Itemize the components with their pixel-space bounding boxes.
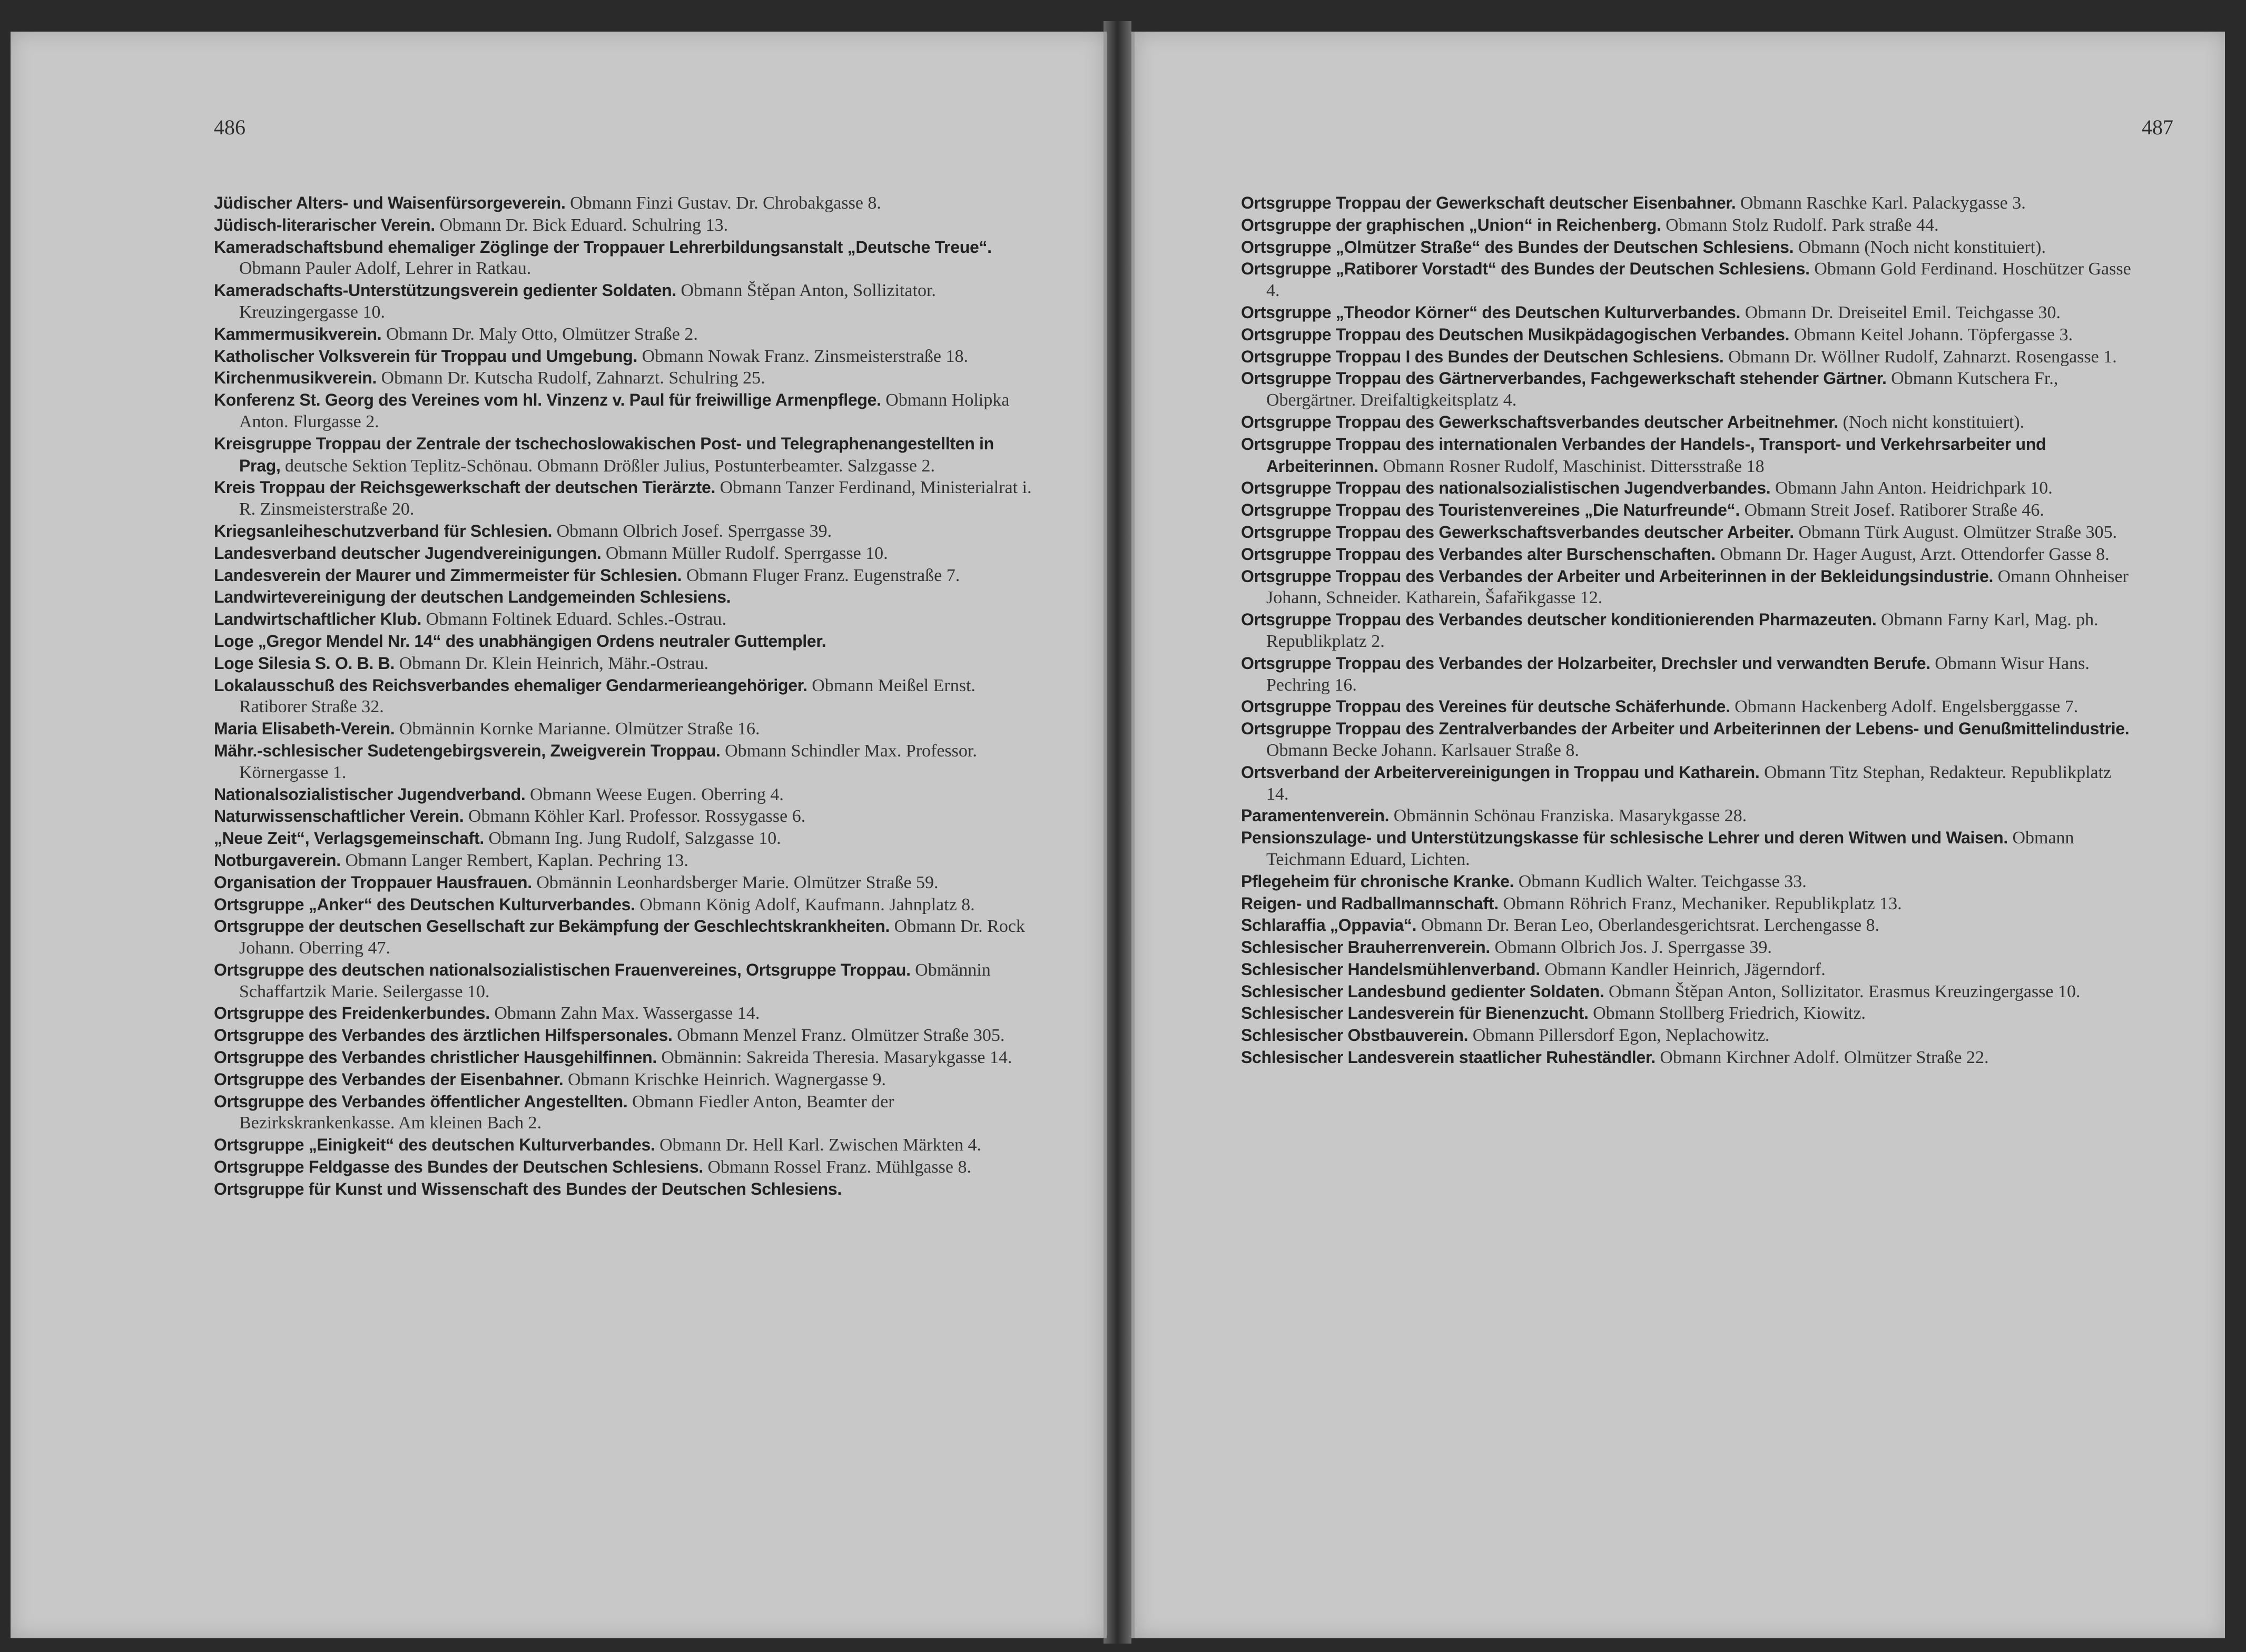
directory-entry xyxy=(1241,522,2131,544)
entry-details: Obmann Fiedler Anton, Beamter der Bezirkskrankenkasse. Am kleinen Bach 2. xyxy=(239,1092,894,1133)
entry-name: Landwirtevereinigung der deutschen Landgemeinden Schlesiens. xyxy=(214,587,731,607)
directory-entry xyxy=(1241,981,2131,1003)
entry-details: Obmann Raschke Karl. Palackygasse 3. xyxy=(1736,193,2026,213)
directory-entry xyxy=(1241,893,2131,915)
entry-name: Ortsgruppe Troppau des Vereines für deutsche Schäferhunde. xyxy=(1241,697,1730,716)
directory-entry xyxy=(1241,1002,2131,1025)
entry-details: Obmann Dr. Maly Otto, Olmützer Straße 2. xyxy=(381,324,698,344)
entry-details: Obmann Türk August. Olmützer Straße 305. xyxy=(1794,522,2117,542)
directory-entry xyxy=(214,389,1036,433)
directory-entry xyxy=(1241,653,2131,696)
entry-details: Obmann Titz Stephan, Redakteur. Republikplatz 14. xyxy=(1266,762,2112,804)
directory-entry xyxy=(1241,499,2131,522)
entry-name: Katholischer Volksverein für Troppau und Umgebung. xyxy=(214,346,638,366)
directory-entry xyxy=(214,1002,1036,1025)
directory-entry xyxy=(214,894,1036,916)
entry-name: Kammermusikverein. xyxy=(214,324,382,343)
entry-name: Ortsgruppe „Theodor Körner“ des Deutschen Kulturverbandes. xyxy=(1241,302,1741,322)
directory-entry xyxy=(1241,346,2131,368)
entry-name: Ortsgruppe des Verbandes öffentlicher Angestellten. xyxy=(214,1092,628,1111)
entry-details: Obmännin Schaffartzik Marie. Seilergasse 10. xyxy=(239,960,991,1001)
directory-entry xyxy=(214,520,1036,543)
entry-name: Schlesischer Landesverein für Bienenzucht. xyxy=(1241,1004,1589,1023)
directory-entry xyxy=(214,1156,1036,1178)
directory-entry xyxy=(1241,871,2131,893)
entry-name: Lokalausschuß des Reichsverbandes ehemaliger Gendarmerieangehöriger. xyxy=(214,675,807,695)
entry-details: Obmännin Kornke Marianne. Olmützer Straße 16. xyxy=(395,719,760,739)
entry-details: Obmann Fluger Franz. Eugenstraße 7. xyxy=(682,565,960,585)
directory-entry xyxy=(214,1025,1036,1047)
directory-entry xyxy=(214,237,1036,280)
entry-name: Schlesischer Handelsmühlenverband. xyxy=(1241,959,1540,979)
entry-name: Loge „Gregor Mendel Nr. 14“ des unabhängigen Ordens neutraler Guttempler. xyxy=(214,631,826,651)
entry-name: Kreis Troppau der Reichsgewerkschaft der deutschen Tierärzte. xyxy=(214,478,716,497)
directory-entry xyxy=(1241,959,2131,981)
entry-details: Obmann Dr. Hell Karl. Zwischen Märkten 4. xyxy=(655,1135,982,1155)
directory-entry xyxy=(214,850,1036,872)
directory-entry xyxy=(214,433,1036,477)
entry-details: Obmann Streit Josef. Ratiborer Straße 46. xyxy=(1739,500,2044,520)
entry-name: Ortsgruppe für Kunst und Wissenschaft des Bundes der Deutschen Schlesiens. xyxy=(214,1179,842,1198)
entry-name: „Neue Zeit“, Verlagsgemeinschaft. xyxy=(214,829,484,848)
entry-details: Obmann Pauler Adolf, Lehrer in Ratkau. xyxy=(239,259,531,279)
directory-entry xyxy=(214,543,1036,565)
directory-entry xyxy=(214,959,1036,1003)
entry-details: Obmännin Leonhardsberger Marie. Olmützer Straße 59. xyxy=(531,872,939,892)
entry-name: Landesverband deutscher Jugendvereinigungen. xyxy=(214,543,602,563)
entry-name: Ortsgruppe „Anker“ des Deutschen Kulturverbandes. xyxy=(214,894,635,914)
entry-details: Obmann Kutschera Fr., Obergärtner. Dreifaltigkeitsplatz 4. xyxy=(1266,369,2058,410)
entry-name: Ortsgruppe „Ratiborer Vorstadt“ des Bundes der Deutschen Schlesiens. xyxy=(1241,259,1810,279)
entry-name: Nationalsozialistischer Jugendverband. xyxy=(214,784,526,804)
entry-details: Obmann König Adolf, Kaufmann. Jahnplatz 8. xyxy=(635,894,975,914)
directory-entry xyxy=(214,718,1036,740)
entry-name: Konferenz St. Georg des Vereines vom hl. Vinzenz v. Paul für freiwillige Armenpflege. xyxy=(214,390,881,410)
entry-name: Jüdischer Alters- und Waisenfürsorgeverein. xyxy=(214,193,566,212)
entry-name: Ortsgruppe „Olmützer Straße“ des Bundes der Deutschen Schlesiens. xyxy=(1241,237,1794,257)
entry-name: Schlesischer Brauherrenverein. xyxy=(1241,938,1491,957)
entry-details: Obmann Tanzer Ferdinand, Ministerialrat i. R. Zinsmeisterstraße 20. xyxy=(239,478,1032,519)
entry-details: Obmann Stollberg Friedrich, Kiowitz. xyxy=(1588,1004,1866,1024)
directory-entry xyxy=(214,653,1036,675)
entry-details: Obmann Hackenberg Adolf. Engelsberggasse 7. xyxy=(1730,697,2078,717)
entry-name: Reigen- und Radballmannschaft. xyxy=(1241,893,1499,913)
entry-details: Omann Ohnheiser Johann, Schneider. Katharein, Šafařikgasse 12. xyxy=(1266,566,2129,608)
directory-entry xyxy=(1241,192,2131,214)
directory-entry xyxy=(214,1178,1036,1201)
entry-details: Obmann Schindler Max. Professor. Körnergasse 1. xyxy=(239,741,977,782)
entry-details: Obmann Keitel Johann. Töpfergasse 3. xyxy=(1789,324,2073,345)
entry-name: Ortsgruppe des deutschen nationalsozialistischen Frauenvereines, Ortsgruppe Troppau. xyxy=(214,960,911,979)
entry-details: Obmann Štěpan Anton, Sollizitator. Kreuzingergasse 10. xyxy=(239,281,936,322)
entry-details: Obmann Müller Rudolf. Sperrgasse 10. xyxy=(601,543,888,563)
entry-name: Ortsgruppe Troppau der Gewerkschaft deutscher Eisenbahner. xyxy=(1241,193,1736,212)
directory-entry xyxy=(1241,477,2131,499)
entry-details: Obmann Kudlich Walter. Teichgasse 33. xyxy=(1514,871,1807,891)
entry-name: Ortsgruppe Troppau I des Bundes der Deutschen Schlesiens. xyxy=(1241,347,1724,366)
directory-entry xyxy=(1241,258,2131,302)
book-gutter xyxy=(1104,21,1131,1644)
entry-name: Loge Silesia S. O. B. B. xyxy=(214,653,395,673)
directory-entry xyxy=(1241,544,2131,566)
entry-name: Schlesischer Obstbauverein. xyxy=(1241,1026,1469,1045)
entry-details: Obmann Röhrich Franz, Mechaniker. Republikplatz 13. xyxy=(1498,893,1902,913)
entry-name: Ortsgruppe des Verbandes des ärztlichen Hilfspersonales. xyxy=(214,1026,673,1045)
directory-entry xyxy=(214,586,1036,608)
directory-entry xyxy=(1241,214,2131,237)
entry-name: Landwirtschaftlicher Klub. xyxy=(214,609,422,629)
entry-name: Schlesischer Landesbund gedienter Soldaten. xyxy=(1241,981,1604,1001)
entry-name: Ortsgruppe Troppau des Verbandes alter Burschenschaften. xyxy=(1241,544,1716,564)
directory-entry xyxy=(1241,1025,2131,1047)
directory-entry xyxy=(214,784,1036,806)
entry-name: Ortsgruppe Troppau des Verbandes der Arbeiter und Arbeiterinnen in der Bekleidungsindustrie. xyxy=(1241,566,1994,586)
directory-entry xyxy=(214,872,1036,894)
entry-details: deutsche Sektion Teplitz-Schönau. Obmann Drößler Julius, Postunterbeamter. Salzgasse 2. xyxy=(280,456,935,476)
entry-name: Ortsgruppe Troppau des Gewerkschaftsverbandes deutscher Arbeitnehmer. xyxy=(1241,412,1839,431)
entry-details: Obmann Dr. Klein Heinrich, Mähr.-Ostrau. xyxy=(395,653,708,673)
right-page xyxy=(1131,32,2225,1638)
right-entry-list xyxy=(1241,192,2131,1069)
directory-entry xyxy=(1241,827,2131,871)
entry-name: Ortsgruppe Feldgasse des Bundes der Deutschen Schlesiens. xyxy=(214,1157,703,1177)
entry-details: Obmann Langer Rembert, Kaplan. Pechring 13. xyxy=(340,850,688,870)
entry-details: Obmann Dr. Wöllner Rudolf, Zahnarzt. Rosengasse 1. xyxy=(1723,347,2117,367)
directory-entry xyxy=(214,192,1036,214)
entry-details: Obmann Olbrich Josef. Sperrgasse 39. xyxy=(552,521,832,541)
directory-entry xyxy=(1241,805,2131,827)
entry-name: Kreisgruppe Troppau der Zentrale der tschechoslowakischen Post- und Telegraphenangestellten in Prag, xyxy=(214,434,994,475)
directory-entry xyxy=(214,740,1036,784)
entry-details: Obmann Nowak Franz. Zinsmeisterstraße 18. xyxy=(637,346,968,366)
directory-entry xyxy=(214,608,1036,631)
entry-name: Kameradschaftsbund ehemaliger Zöglinge der Troppauer Lehrerbildungsanstalt „Deutsche Treue“. xyxy=(214,237,992,257)
directory-entry xyxy=(214,675,1036,719)
entry-details: Obmann Pillersdorf Egon, Neplachowitz. xyxy=(1468,1026,1770,1046)
entry-name: Jüdisch-literarischer Verein. xyxy=(214,215,435,234)
entry-details: Obmann Jahn Anton. Heidrichpark 10. xyxy=(1770,478,2053,498)
directory-entry xyxy=(214,1047,1036,1069)
directory-entry xyxy=(1241,914,2131,937)
directory-entry xyxy=(1241,718,2131,762)
entry-name: Ortsgruppe des Verbandes der Eisenbahner. xyxy=(214,1069,564,1089)
directory-entry xyxy=(1241,302,2131,324)
entry-name: Maria Elisabeth-Verein. xyxy=(214,719,395,739)
entry-details: Obmann Menzel Franz. Olmützer Straße 305. xyxy=(672,1026,1005,1046)
entry-details: Obmann (Noch nicht konstituiert). xyxy=(1794,237,2046,257)
left-page-number: 486 xyxy=(214,115,245,139)
entry-name: Ortsverband der Arbeitervereinigungen in Troppau und Katharein. xyxy=(1241,762,1760,782)
entry-name: Ortsgruppe Troppau des Verbandes der Holzarbeiter, Drechsler und verwandten Berufe. xyxy=(1241,653,1930,673)
entry-details: Obmann Dr. Bick Eduard. Schulring 13. xyxy=(435,215,728,235)
directory-entry xyxy=(1241,411,2131,434)
entry-details: Obmann Stolz Rudolf. Park straße 44. xyxy=(1661,215,1939,235)
entry-name: Kirchenmusikverein. xyxy=(214,368,377,388)
entry-details: Obmann Dr. Dreiseitel Emil. Teichgasse 30. xyxy=(1740,302,2061,322)
left-page xyxy=(11,32,1107,1638)
entry-details: Obmann Wisur Hans. Pechring 16. xyxy=(1266,653,2090,695)
entry-name: Ortsgruppe Troppau des nationalsozialistischen Jugendverbandes. xyxy=(1241,478,1771,498)
directory-entry xyxy=(1241,762,2131,805)
entry-name: Notburgaverein. xyxy=(214,850,341,870)
entry-details: (Noch nicht konstituiert). xyxy=(1838,412,2025,432)
entry-name: Ortsgruppe Troppau des Touristenvereines „Die Naturfreunde“. xyxy=(1241,500,1740,520)
directory-entry xyxy=(1241,566,2131,609)
entry-name: Mähr.-schlesischer Sudetengebirgsverein, Zweigverein Troppau. xyxy=(214,741,721,760)
entry-name: Kriegsanleiheschutzverband für Schlesien. xyxy=(214,521,553,540)
entry-name: Ortsgruppe Troppau des Verbandes deutscher konditionierenden Pharmazeuten. xyxy=(1241,610,1877,630)
entry-details: Obmann Rossel Franz. Mühlgasse 8. xyxy=(703,1157,971,1177)
entry-details: Obmann Kandler Heinrich, Jägerndorf. xyxy=(1540,959,1826,979)
entry-details: Obmännin Schönau Franziska. Masarykgasse 28. xyxy=(1389,806,1747,826)
entry-details: Obmann Weese Eugen. Oberring 4. xyxy=(525,784,784,804)
directory-entry xyxy=(1241,237,2131,259)
entry-details: Obmann Meißel Ernst. Ratiborer Straße 32. xyxy=(239,675,976,717)
entry-name: Ortsgruppe der deutschen Gesellschaft zur Bekämpfung der Geschlechtskrankheiten. xyxy=(214,917,890,936)
directory-entry xyxy=(214,214,1036,237)
entry-details: Obmann Becke Johann. Karlsauer Straße 8. xyxy=(1266,740,1579,760)
entry-details: Obmann Teichmann Eduard, Lichten. xyxy=(1266,828,2074,869)
directory-entry xyxy=(214,1069,1036,1091)
directory-entry xyxy=(214,1134,1036,1156)
entry-name: Ortsgruppe Troppau des Deutschen Musikpädagogischen Verbandes. xyxy=(1241,324,1790,344)
entry-name: Ortsgruppe Troppau des Gewerkschaftsverbandes deutscher Arbeiter. xyxy=(1241,522,1794,542)
entry-details: Obmann Zahn Max. Wassergasse 14. xyxy=(489,1004,760,1024)
entry-details: Obmann Foltinek Eduard. Schles.-Ostrau. xyxy=(421,609,726,630)
entry-name: Pflegeheim für chronische Kranke. xyxy=(1241,871,1514,891)
entry-details: Obmann Köhler Karl. Professor. Rossygasse 6. xyxy=(464,807,806,827)
directory-entry xyxy=(1241,324,2131,346)
entry-details: Obmann Dr. Kutscha Rudolf, Zahnarzt. Schulring 25. xyxy=(377,368,765,388)
entry-name: Ortsgruppe Troppau des Zentralverbandes der Arbeiter und Arbeiterinnen der Lebens- und Genußmittelindustrie. xyxy=(1241,719,2130,739)
directory-entry xyxy=(214,916,1036,959)
entry-details: Obmann Farny Karl, Mag. ph. Republikplatz 2. xyxy=(1266,610,2099,651)
entry-name: Pensionszulage- und Unterstützungskasse für schlesische Lehrer und deren Witwen und Waisen. xyxy=(1241,828,2008,848)
directory-entry xyxy=(214,631,1036,653)
entry-name: Ortsgruppe der graphischen „Union“ in Reichenberg. xyxy=(1241,215,1661,234)
directory-entry xyxy=(214,346,1036,368)
entry-details: Obmann Ing. Jung Rudolf, Salzgasse 10. xyxy=(484,829,781,849)
entry-name: Ortsgruppe Troppau des internationalen Verbandes der Handels-, Transport- und Verkehrsarbeiter und Arbeiterinnen. xyxy=(1241,434,2046,476)
entry-details: Obmann Dr. Hager August, Arzt. Ottendorfer Gasse 8. xyxy=(1715,544,2110,564)
directory-entry xyxy=(214,565,1036,587)
directory-entry xyxy=(1241,696,2131,718)
directory-entry xyxy=(214,280,1036,323)
entry-name: Ortsgruppe „Einigkeit“ des deutschen Kulturverbandes. xyxy=(214,1135,655,1155)
entry-details: Obmann Krischke Heinrich. Wagnergasse 9. xyxy=(563,1069,886,1089)
directory-entry xyxy=(1241,434,2131,478)
entry-name: Landesverein der Maurer und Zimmermeister für Schlesien. xyxy=(214,565,682,585)
right-page-number: 487 xyxy=(2142,115,2173,139)
entry-details: Obmann Štěpan Anton, Sollizitator. Erasmus Kreuzingergasse 10. xyxy=(1604,981,2081,1001)
directory-entry xyxy=(1241,1047,2131,1069)
entry-name: Naturwissenschaftlicher Verein. xyxy=(214,807,464,826)
entry-details: Obmann Dr. Beran Leo, Oberlandesgerichtsrat. Lerchengasse 8. xyxy=(1416,916,1880,936)
entry-name: Kameradschafts-Unterstützungsverein gedienter Soldaten. xyxy=(214,281,676,300)
entry-details: Obmännin: Sakreida Theresia. Masarykgasse 14. xyxy=(656,1048,1012,1068)
entry-details: Obmann Rosner Rudolf, Maschinist. Dittersstraße 18 xyxy=(1378,456,1765,476)
entry-details: Obmann Dr. Rock Johann. Oberring 47. xyxy=(239,917,1025,958)
entry-name: Ortsgruppe des Freidenkerbundes. xyxy=(214,1004,490,1023)
entry-name: Schlesischer Landesverein staatlicher Ruheständler. xyxy=(1241,1048,1656,1067)
directory-entry xyxy=(1241,609,2131,653)
directory-entry xyxy=(214,828,1036,850)
entry-name: Organisation der Troppauer Hausfrauen. xyxy=(214,872,532,892)
directory-entry xyxy=(214,1091,1036,1135)
entry-details: Obmann Olbrich Jos. J. Sperrgasse 39. xyxy=(1490,938,1772,958)
directory-entry xyxy=(214,367,1036,389)
entry-details: Obmann Finzi Gustav. Dr. Chrobakgasse 8. xyxy=(565,193,881,213)
directory-entry xyxy=(1241,937,2131,959)
directory-entry xyxy=(1241,368,2131,411)
entry-details: Obmann Kirchner Adolf. Olmützer Straße 22. xyxy=(1655,1048,1989,1068)
left-entry-list xyxy=(214,192,1036,1201)
directory-entry xyxy=(214,805,1036,828)
entry-name: Ortsgruppe Troppau des Gärtnerverbandes, Fachgewerkschaft stehender Gärtner. xyxy=(1241,369,1887,388)
entry-name: Paramentenverein. xyxy=(1241,806,1390,825)
entry-name: Schlaraffia „Oppavia“. xyxy=(1241,916,1417,935)
directory-entry xyxy=(214,477,1036,520)
directory-entry xyxy=(214,323,1036,346)
entry-details: Obmann Gold Ferdinand. Hoschützer Gasse 4. xyxy=(1266,259,2131,301)
entry-details: Obmann Holipka Anton. Flurgasse 2. xyxy=(239,390,1010,431)
entry-name: Ortsgruppe des Verbandes christlicher Hausgehilfinnen. xyxy=(214,1048,657,1067)
